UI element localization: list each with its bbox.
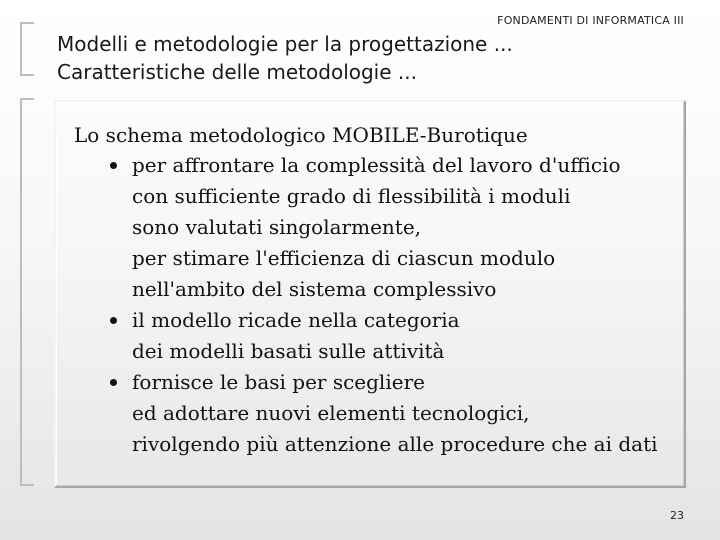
page-number: 23 [670, 509, 684, 522]
bullet-dot-icon [110, 162, 117, 169]
bullet-3-line-2: ed adottare nuovi elementi tecnologici, [132, 401, 530, 425]
slide-title-line-2: Caratteristiche delle metodologie ... [57, 60, 417, 84]
slide-title [57, 30, 513, 86]
content-bracket-decoration [20, 98, 34, 486]
bullet-2-line-1: il modello ricade nella categoria [132, 308, 460, 332]
bullet-1-line-5: nell'ambito del sistema complessivo [132, 277, 497, 301]
bullet-3-line-3: rivolgendo più attenzione alle procedure che ai dati [132, 432, 658, 456]
bullet-dot-icon [110, 379, 117, 386]
bullet-2-line-2: dei modelli basati sulle attività [132, 339, 445, 363]
bullet-list [74, 150, 658, 460]
bullet-1-line-3: sono valutati singolarmente, [132, 215, 422, 239]
bullet-1-line-4: per stimare l'efficienza di ciascun modulo [132, 246, 556, 270]
intro-text: Lo schema metodologico MOBILE-Burotique [74, 123, 528, 147]
bullet-1-line-1: per affrontare la complessità del lavoro d'ufficio [132, 153, 621, 177]
bullet-item-1 [74, 150, 658, 305]
course-title: FONDAMENTI DI INFORMATICA III [497, 14, 684, 27]
bullet-1-line-2: con sufficiente grado di flessibilità i moduli [132, 184, 571, 208]
slide-header [0, 0, 720, 100]
bullet-dot-icon [110, 317, 117, 324]
bullet-item-3 [74, 367, 658, 460]
bullet-item-2 [74, 305, 658, 367]
bullet-3-line-1: fornisce le basi per scegliere [132, 370, 425, 394]
slide-title-line-1: Modelli e metodologie per la progettazione ... [57, 32, 513, 56]
title-bracket-decoration [20, 22, 34, 76]
